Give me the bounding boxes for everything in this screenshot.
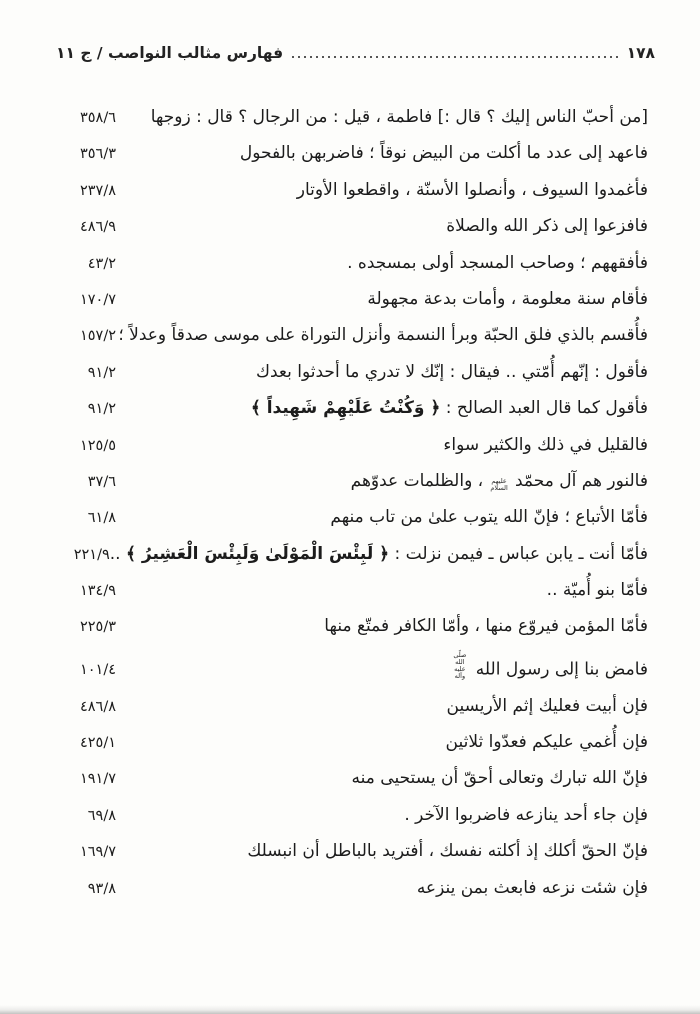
entry-ref: ٩١/٢ xyxy=(87,364,116,381)
entry-text-lead: فامض بنا إلى رسول الله xyxy=(470,659,648,680)
entry-ref: ١٣٤/٩ xyxy=(79,583,116,600)
entry-text xyxy=(330,506,648,529)
entry-text xyxy=(367,288,648,311)
index-entry-row xyxy=(56,804,648,828)
page-number: ١٧٨ xyxy=(626,44,655,62)
entry-text-lead: فإنّ الله تبارك وتعالى أحقّ أن يستحيى منه xyxy=(351,768,648,789)
index-list xyxy=(56,106,648,913)
entry-text-tail: ، والظلمات عدوّهم xyxy=(350,470,489,491)
entry-ref: ٦٩/٨ xyxy=(87,807,116,824)
entry-ref: ١٩١/٧ xyxy=(79,771,116,788)
entry-ref: ١٧٠/٧ xyxy=(79,291,116,308)
index-entry-row xyxy=(56,215,648,239)
entry-text xyxy=(110,543,648,566)
page-header xyxy=(56,44,655,62)
entry-ref: ٦١/٨ xyxy=(87,510,116,527)
index-entry-row xyxy=(56,695,648,719)
index-entry-row xyxy=(56,543,648,567)
index-entry-row xyxy=(56,615,648,639)
entry-text-lead: فأقول كما قال العبد الصالح : xyxy=(440,398,648,419)
entry-text-lead: فالنور هم آل محمّد xyxy=(509,470,648,491)
entry-text xyxy=(118,324,648,347)
entry-ref: ٣٥٦/٣ xyxy=(79,146,116,163)
index-entry-row xyxy=(56,840,648,864)
index-entry-row xyxy=(56,877,648,901)
entry-text-lead: فأمّا بنو أُميّة .. xyxy=(546,580,648,601)
entry-text-lead: فإن أبيت فعليك إثم الأريسين xyxy=(446,695,648,716)
entry-text-lead: فأمّا الأتباع ؛ فإنّ الله يتوب علىٰ من تاب منهم xyxy=(330,507,648,528)
entry-text xyxy=(443,434,648,457)
entry-ref: ١٢٥/٥ xyxy=(79,437,116,454)
entry-text xyxy=(351,470,648,493)
index-entry-row xyxy=(56,252,648,276)
entry-text xyxy=(352,767,648,790)
entry-text xyxy=(240,142,648,165)
entry-text-lead: فالقليل في ذلك والكثير سواء xyxy=(443,434,648,455)
entry-text-lead: [من أحبّ الناس إليك ؟ قال :] فاطمة ، قيل : من الرجال ؟ قال : زوجها xyxy=(150,107,648,127)
entry-text-lead: فإن شئت نزعه فابعث بمن ينزعه xyxy=(416,877,648,898)
index-entry-row xyxy=(56,288,648,312)
entry-ref: ٤٣/٢ xyxy=(87,255,116,272)
entry-text-lead: فأقام سنة معلومة ، وأمات بدعة مجهولة xyxy=(367,288,648,309)
index-entry-row xyxy=(56,179,648,203)
entry-text xyxy=(297,179,648,202)
entry-text xyxy=(251,397,648,420)
entry-ref: ٢٢١/٩ xyxy=(73,546,110,563)
quran-verse: ﴿ لَبِئْسَ الْمَوْلَىٰ وَلَبِئْسَ الْعَشِيرُ ﴾ xyxy=(125,543,390,564)
entry-text xyxy=(256,361,648,384)
entry-ref: ٢٣٧/٨ xyxy=(79,182,116,199)
entry-text-lead: فأفقههم ؛ وصاحب المسجد أولى بمسجده . xyxy=(347,252,648,273)
header-title: فهارس مثالب النواصب / ج ١١ xyxy=(56,44,284,62)
entry-ref: ٩٣/٨ xyxy=(87,880,116,897)
honorific-mark: عليهم السلام xyxy=(490,476,508,492)
entry-text-lead: فإن أُغمي عليكم فعدّوا ثلاثين xyxy=(445,732,648,753)
index-entry-row xyxy=(56,142,648,166)
entry-ref: ١٥٧/٢ xyxy=(79,328,116,345)
quran-verse: ﴿ وَكُنْتُ عَلَيْهِمْ شَهِيداً ﴾ xyxy=(250,398,441,419)
honorific-mark: صلّى الله عليه وآله xyxy=(453,650,467,681)
entry-ref: ٤٨٦/٩ xyxy=(79,219,116,236)
index-entry-row xyxy=(56,506,648,530)
entry-text xyxy=(404,804,648,827)
entry-text xyxy=(151,106,648,129)
entry-text-lead: فأمّا المؤمن فيروّع منها ، وأمّا الكافر فمتّع منها xyxy=(324,616,648,637)
dot-leader xyxy=(290,55,620,59)
page-bottom-shadow xyxy=(0,1005,700,1014)
index-entry-row xyxy=(56,470,648,494)
entry-text xyxy=(447,695,648,718)
index-entry-row xyxy=(56,652,648,682)
entry-text-lead: فأقول : إنّهم أُمّتي .. فيقال : إنّك لا تدري ما أحدثوا بعدك xyxy=(256,361,648,382)
entry-text-lead: فإنّ الحقّ أكلك إذ أكلته نفسك ، أفتريد بالباطل أن انبسلك xyxy=(247,841,648,862)
entry-text xyxy=(324,615,648,638)
index-entry-row xyxy=(56,324,648,348)
entry-ref: ٢٢٥/٣ xyxy=(79,619,116,636)
entry-text xyxy=(446,215,648,238)
entry-text-lead: فافزعوا إلى ذكر الله والصلاة xyxy=(446,216,648,237)
index-entry-row xyxy=(56,731,648,755)
entry-text-lead: فإن جاء أحد ينازعه فاضربوا الآخر . xyxy=(404,804,648,825)
entry-text-lead: فأُقسم بالذي فلق الحبّة وبرأ النسمة وأنزل التوراة على موسى صدقاً وعدلاً ؛ xyxy=(118,325,648,346)
entry-text xyxy=(347,252,648,275)
entry-text-tail: .. xyxy=(109,543,126,564)
entry-ref: ٤٢٥/١ xyxy=(79,735,116,752)
entry-ref: ٤٨٦/٨ xyxy=(79,698,116,715)
entry-ref: ٩١/٢ xyxy=(87,401,116,418)
entry-text xyxy=(449,652,648,681)
index-entry-row xyxy=(56,767,648,791)
index-entry-row xyxy=(56,579,648,603)
entry-text-lead: فأغمدوا السيوف ، وأنصلوا الأسنّة ، واقطعوا الأوتار xyxy=(296,179,648,200)
entry-text-lead: فاعهد إلى عدد ما أكلت من البيض نوقاً ؛ فاضربهن بالفحول xyxy=(239,143,648,164)
index-entry-row xyxy=(56,397,648,421)
entry-ref: ٣٥٨/٦ xyxy=(79,110,116,126)
entry-ref: ١٦٩/٧ xyxy=(79,844,116,861)
entry-text xyxy=(547,579,648,602)
entry-text xyxy=(446,731,648,754)
entry-ref: ١٠١/٤ xyxy=(79,662,116,679)
index-entry-row xyxy=(56,434,648,458)
index-entry-row xyxy=(56,361,648,385)
entry-text-lead: فأمّا أنت ـ يابن عباس ـ فيمن نزلت : xyxy=(389,543,648,564)
entry-ref: ٣٧/٦ xyxy=(87,473,116,490)
entry-text xyxy=(417,877,648,900)
entry-text xyxy=(247,840,648,863)
index-entry-row xyxy=(56,106,648,130)
